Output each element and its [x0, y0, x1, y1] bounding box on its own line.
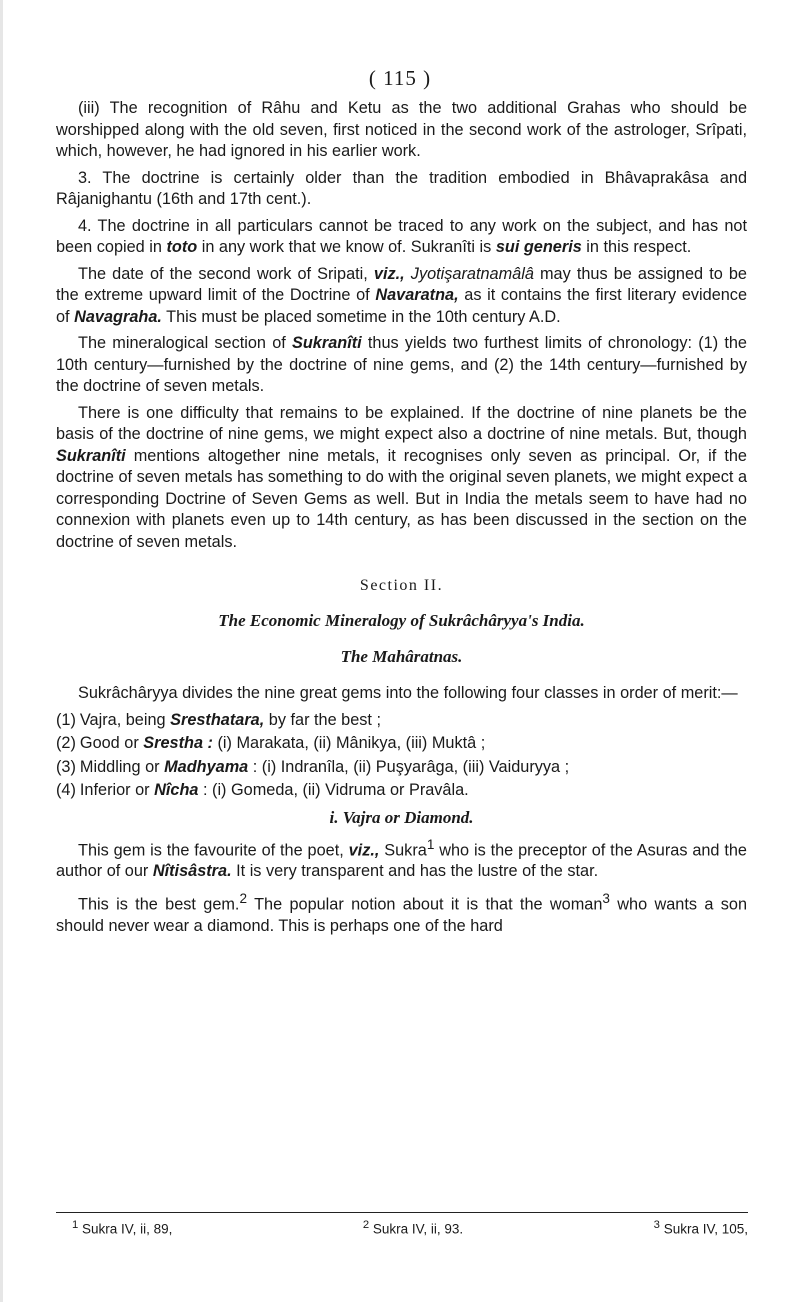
list-item — [56, 757, 747, 779]
text-run: may thus be assigned to be the extreme upward limit of the Doctrine of — [56, 264, 747, 304]
gem-class-list — [56, 710, 747, 802]
italic-term: Sresthatara, — [170, 710, 265, 729]
text-run: There is one difficulty that remains to be explained. If the doctrine of nine planets be the basis of the doctrine of nine gems, we might expect also a doctrine of nine metals. But, though — [56, 403, 747, 443]
gem-heading: i. Vajra or Diamond. — [329, 807, 474, 827]
italic-term: Sukranîti — [292, 334, 362, 352]
text-run: Inferior or — [79, 781, 155, 799]
list-number: (3) — [56, 757, 76, 776]
text-run: : (i) Indranîla, (ii) Puşyarâga, (iii) Vaiduryya ; — [248, 757, 570, 776]
footnote-mark: 1 — [72, 1219, 79, 1231]
footnote-divider — [56, 1212, 748, 1213]
list-number: (2) — [56, 734, 76, 752]
text-run: : (i) Gomeda, (ii) Vidruma or Pravâla. — [198, 781, 469, 799]
italic-term: toto — [166, 238, 198, 256]
text-run: This must be placed sometime in the 10th century A.D. — [161, 307, 561, 326]
footnote-mark: 2 — [362, 1219, 370, 1231]
italic-term: sui generis — [495, 238, 582, 256]
italic-term: viz., — [373, 264, 405, 283]
text-run: mentions altogether nine metals, it recognises only seven as principal. Or, if the doctrine of seven metals has something to do with the original seven planets, we might expect a corresponding Doctrine of Seven Gems as well. But in India the metals seem to have had no connexion with planets even up to 14th century, as has been discussed in the section on the doctrine of seven metals. — [56, 446, 747, 551]
footnote — [654, 1219, 748, 1237]
paragraph-mineralogical-section — [56, 333, 747, 398]
text-run: in this respect. — [581, 238, 692, 256]
footnote-ref: 2 — [239, 890, 248, 906]
paragraph-date-of-work — [56, 264, 747, 329]
list-number: (1) — [56, 710, 76, 729]
text-run: who is the preceptor of the Asuras and the author of our — [56, 840, 747, 881]
paragraph-text: (iii) The recognition of Râhu and Ketu as the two additional Grahas who should be worshipped along with the old seven, first noticed in the second work of the astrologer, Srîpati, which, however, he had ignored in his earlier work. — [56, 99, 747, 160]
paragraph-doctrine-older: 3. The doctrine is certainly older than the tradition embodied in Bhâvaprakâsa and Râjanighantu (16th and 17th cent.). — [56, 168, 747, 208]
page-body — [56, 98, 747, 942]
paragraph-not-traced — [56, 216, 747, 259]
paragraph-favourite — [56, 834, 747, 883]
section-subtitle-mahratnas: The Mahâratnas. — [340, 647, 463, 666]
paragraph-best-gem — [56, 888, 747, 937]
section-heading: Section II. — [359, 577, 444, 594]
italic-term: Sukranîti — [56, 446, 126, 465]
text-run: in any work that we know of. Sukranîti is — [197, 238, 496, 256]
footnote — [363, 1219, 463, 1237]
list-item — [56, 710, 747, 732]
italic-term: Navaratna, — [375, 286, 459, 304]
paragraph-rahu-ketu — [56, 98, 747, 163]
footnote-text: Sukra IV, 105, — [663, 1221, 748, 1237]
text-run: Sukra — [379, 840, 427, 859]
text-run: This gem is the favourite of the poet, — [78, 840, 349, 859]
footnotes — [72, 1219, 748, 1237]
italic-term: Jyotişaratnamâlâ — [410, 264, 534, 283]
footnote-mark: 3 — [653, 1219, 660, 1231]
text-run: 4. The doctrine in all particulars cannot be traced to any work on the subject, and has not been copied in — [56, 216, 747, 256]
italic-term: Nîcha — [154, 781, 199, 799]
italic-term: Madhyama — [164, 757, 249, 776]
text-run: thus yields two furthest limits of chronology: (1) the 10th century—furnished by the doctrine of nine gems, and (2) the 14th century—furnished by the doctrine of seven metals. — [56, 334, 747, 395]
italic-term: Srestha : — [143, 734, 213, 752]
text-run: The date of the second work of Sripati, — [78, 264, 374, 283]
page-edge-shadow — [0, 0, 3, 1302]
text-run: The popular notion about it is that the woman — [247, 895, 603, 914]
paragraph-difficulty — [56, 403, 747, 554]
text-run: The mineralogical section of — [78, 334, 292, 352]
italic-term: Navagraha. — [74, 307, 162, 326]
text-run: It is very transparent and has the lustre of the star. — [231, 862, 599, 881]
text-run: Vajra, being — [79, 710, 171, 729]
text-run: by far the best ; — [264, 710, 381, 729]
list-item — [56, 780, 747, 802]
text-run: as it contains the first literary evidence of — [56, 286, 747, 326]
paragraph-classes: Sukrâchâryya divides the nine great gems into the following four classes in order of merit:— — [78, 684, 738, 702]
text-run: This is the best gem. — [78, 895, 240, 914]
section-subtitle: The Economic Mineralogy of Sukrâchâryya's India. — [218, 611, 585, 630]
italic-term: viz., — [348, 840, 380, 859]
text-run: (i) Marakata, (ii) Mânikya, (iii) Muktâ ; — [212, 734, 486, 752]
list-item — [56, 733, 747, 755]
footnote-text: Sukra IV, ii, 93. — [372, 1221, 464, 1237]
text-run: who wants a son should never wear a diamond. This is perhaps one of the hard — [56, 895, 747, 935]
text-run: Good or — [79, 734, 144, 752]
footnote-ref: 1 — [426, 836, 435, 852]
page-number: ( 115 ) — [368, 66, 432, 90]
text-run: Middling or — [79, 757, 165, 776]
footnote — [72, 1219, 172, 1237]
footnote-ref: 3 — [602, 890, 610, 906]
italic-term: Nîtisâstra. — [152, 862, 232, 881]
footnote-text: Sukra IV, ii, 89, — [82, 1221, 173, 1237]
list-number: (4) — [56, 781, 76, 799]
